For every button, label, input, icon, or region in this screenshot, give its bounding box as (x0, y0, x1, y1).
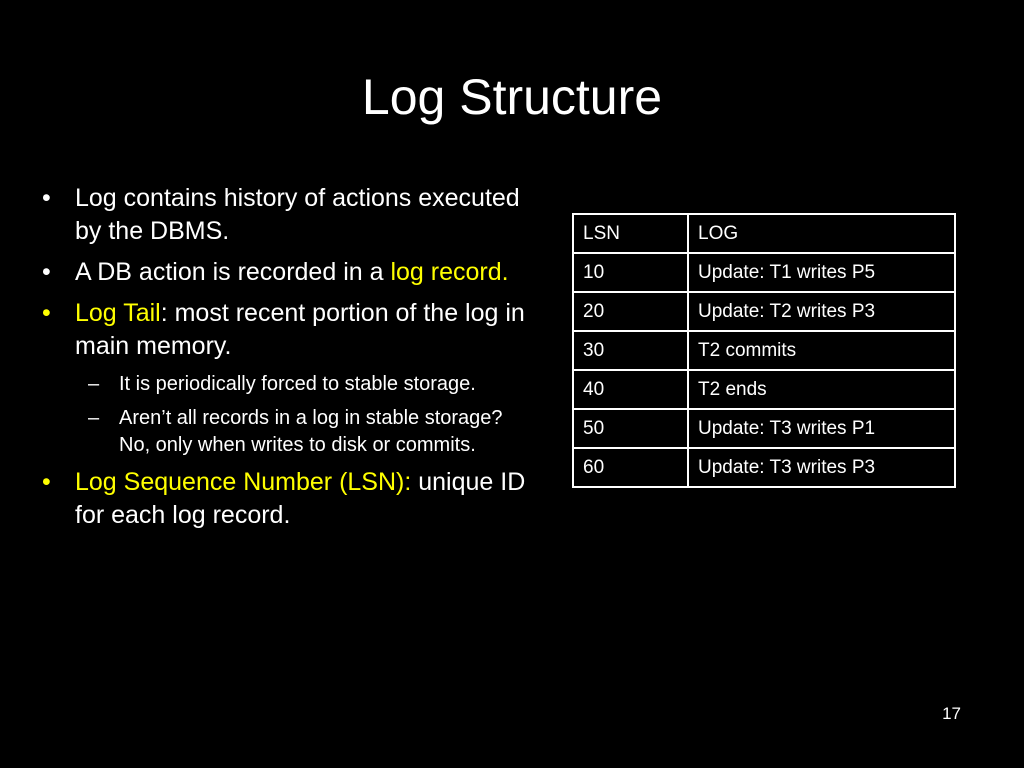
sub-bullet-text: Aren’t all records in a log in stable storage? No, only when writes to disk or commits. (119, 407, 503, 456)
sub-bullet-item (40, 405, 530, 459)
lsn-cell: 60 (573, 448, 688, 487)
lsn-cell: 20 (573, 292, 688, 331)
bullet-item (40, 466, 530, 532)
table-row (573, 253, 955, 292)
lsn-cell: 50 (573, 409, 688, 448)
column-header-lsn: LSN (573, 214, 688, 253)
bullet-dot: • (42, 184, 51, 212)
bullet-item (40, 256, 530, 289)
bullet-dot: • (42, 258, 51, 286)
log-table (572, 213, 956, 488)
table-header-row (573, 214, 955, 253)
lsn-cell: 10 (573, 253, 688, 292)
table-row (573, 448, 955, 487)
table-row (573, 331, 955, 370)
log-cell: T2 commits (688, 331, 955, 370)
bullet-text: : most recent portion of the log in main memory. (75, 299, 525, 360)
bullet-list (40, 182, 530, 540)
table-row (573, 370, 955, 409)
sub-bullet-dash: – (88, 407, 100, 429)
log-cell: Update: T3 writes P1 (688, 409, 955, 448)
bullet-highlight-term: log record. (390, 258, 509, 286)
column-header-log: LOG (688, 214, 955, 253)
slide-title: Log Structure (361, 69, 663, 125)
lsn-cell: 30 (573, 331, 688, 370)
bullet-highlight-term: Log Tail (75, 299, 161, 327)
log-cell: Update: T2 writes P3 (688, 292, 955, 331)
table-row (573, 409, 955, 448)
bullet-text: unique ID for each log record. (75, 468, 526, 529)
bullet-item (40, 297, 530, 363)
bullet-dot: • (42, 299, 51, 327)
lsn-cell: 40 (573, 370, 688, 409)
table-row (573, 292, 955, 331)
sub-bullet-item (40, 371, 530, 398)
bullet-dot: • (42, 468, 51, 496)
sub-bullet-dash: – (88, 373, 100, 395)
log-cell: Update: T1 writes P5 (688, 253, 955, 292)
bullet-highlight-term: Log Sequence Number (LSN): (75, 468, 412, 496)
sub-bullet-text: It is periodically forced to stable storage. (119, 373, 476, 395)
bullet-text: A DB action is recorded in a (75, 258, 391, 286)
bullet-item (40, 182, 530, 248)
log-cell: Update: T3 writes P3 (688, 448, 955, 487)
page-number: 17 (942, 704, 961, 723)
bullet-text: Log contains history of actions executed by the DBMS. (75, 184, 520, 245)
log-cell: T2 ends (688, 370, 955, 409)
